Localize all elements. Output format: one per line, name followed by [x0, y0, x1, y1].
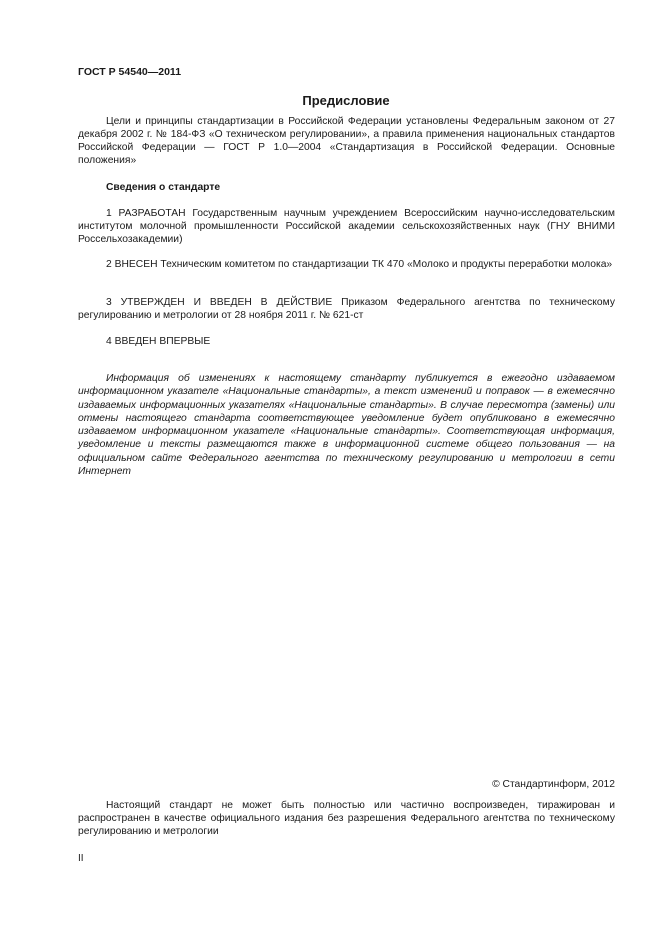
list-item-4: 4 ВВЕДЕН ВПЕРВЫЕ	[106, 336, 211, 347]
section-heading: Сведения о стандарте	[106, 182, 221, 193]
intro-paragraph: Цели и принципы стандартизации в Российской Федерации установлены Федеральным законом от 27 декабря 2002 г. № 184-ФЗ «О техническом регулировании», а правила применения национальных стандартов Российской Федерации — ГОСТ Р 1.0—2004 «Стандартизация в Российской Федерации. Основные положения»	[78, 116, 615, 166]
reproduction-notice: Настоящий стандарт не может быть полностью или частично воспроизведен, тиражирован и распространен в качестве официального издания без разрешения Федерального агентства по техническому регулированию и метрологии	[78, 800, 615, 837]
list-item-1: 1 РАЗРАБОТАН Государственным научным учреждением Всероссийским научно-исследовательским институтом молочной промышленности Российской академии сельскохозяйственных наук (ГНУ ВНИМИ Россельхозакадемии)	[78, 208, 615, 245]
document-id-header: ГОСТ Р 54540—2011	[78, 66, 182, 78]
page-title: Предисловие	[302, 93, 390, 108]
list-item-2: 2 ВНЕСЕН Техническим комитетом по стандартизации ТК 470 «Молоко и продукты переработки молока»	[106, 259, 613, 270]
list-item-3: 3 УТВЕРЖДЕН И ВВЕДЕН В ДЕЙСТВИЕ Приказом Федерального агентства по техническому регулированию и метрологии от 28 ноября 2011 г. № 621-ст	[78, 297, 615, 321]
page-number: II	[78, 853, 84, 864]
copyright-line: © Стандартинформ, 2012	[492, 779, 615, 790]
info-notice: Информация об изменениях к настоящему стандарту публикуется в ежегодно издаваемом информационном указателе «Национальные стандарты», а текст изменений и поправок — в ежемесячно издаваемых информационных указателях «Национальные стандарты». В случае пересмотра (замены) или отмены настоящего стандарта соответствующее уведомление будет опубликовано в ежемесячно издаваемом информационном указателе «Национальные стандарты». Соответствующая информация, уведомление и тексты размещаются также в информационной системе общего пользования — на официальном сайте Федерального агентства по техническому регулированию и метрологии в сети Интернет	[78, 373, 615, 478]
